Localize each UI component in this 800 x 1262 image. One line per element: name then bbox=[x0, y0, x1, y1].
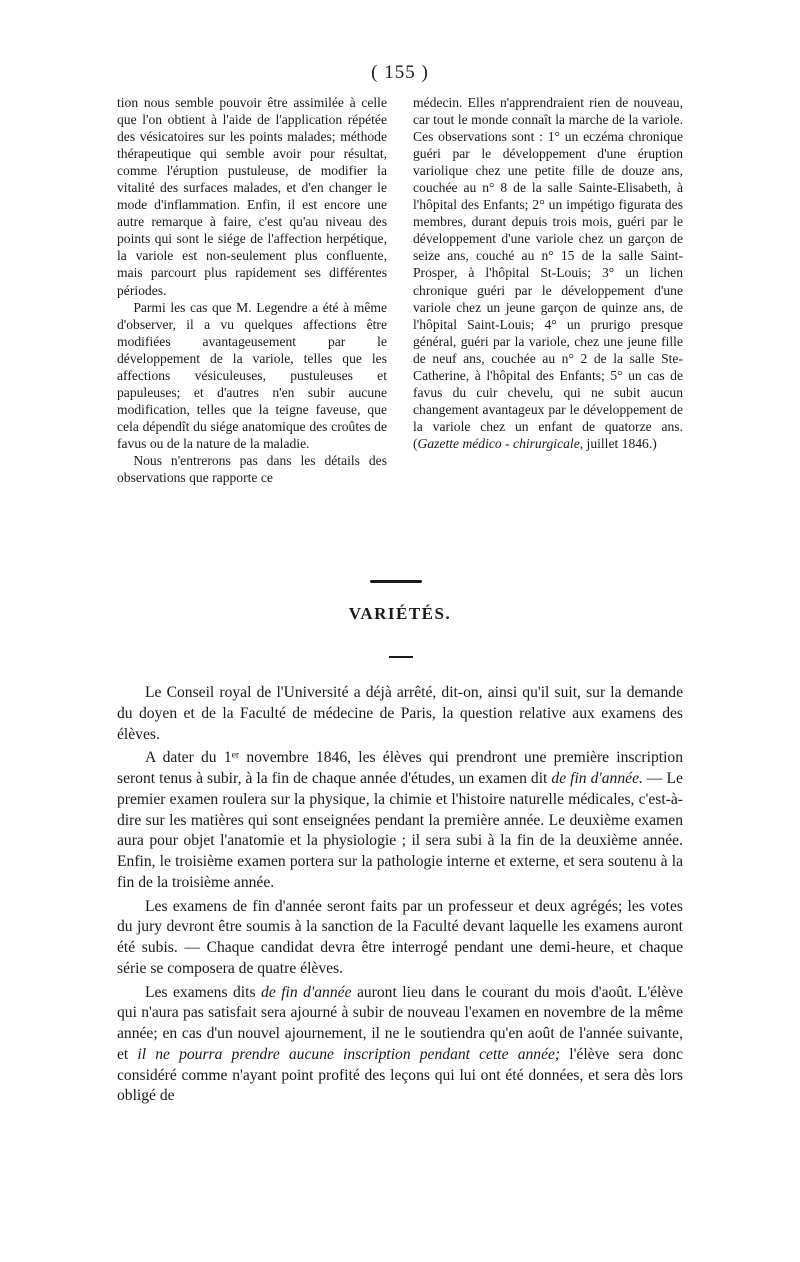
left-paragraph-2: Parmi les cas que M. Legendre a été à même d'observer, il a vu quelques affections être modifiées avantageusement par le développement de la variole, telles que les affections vésiculeuses, pustuleuses et papuleuses; et d'autres n'en subir aucune modification, telles que la teigne faveuse, que cela dépendît du siége anatomique des croûtes de favus ou de la nature de la maladie. bbox=[117, 299, 387, 451]
body-paragraph-2 bbox=[117, 748, 683, 893]
text-run: novembre 1846, les élèves qui prendront une première inscription seront tenus à subir, à la fin de chaque année d'études, un examen dit bbox=[117, 749, 684, 787]
italic-term: de fin d'année. bbox=[551, 770, 643, 787]
two-column-section bbox=[117, 94, 683, 486]
body-paragraph-4 bbox=[117, 983, 683, 1108]
text-run: — Le premier examen roulera sur la physique, la chimie et l'histoire naturelle médicales, c'est-à-dire sur les matières qui sont enseignées pendant la première année. Le deuxième examen aura pour objet l'anatomie et la physiologie ; il sera subi à la fin de la deuxième année. Enfin, le troisième examen portera sur la pathologie interne et externe, et sera soutenu à la fin de la troisième année. bbox=[117, 770, 683, 891]
text-run: l'élève sera donc considéré comme n'ayant point profité des leçons qui lui ont été données, et sera dès lors obligé de bbox=[117, 1045, 684, 1105]
page-number: ( 155 ) bbox=[371, 62, 429, 83]
text-run: Les examens dits bbox=[145, 983, 262, 1001]
right-column bbox=[413, 94, 683, 486]
right-paragraph-1 bbox=[413, 94, 683, 452]
body-paragraph-3: Les examens de fin d'année seront faits par un professeur et deux agrégés; les votes du jury devront être soumis à la sanction de la Faculté devant laquelle les examens auront été subis. — Chaque candidat devra être interrogé pendant une demi-heure, et chaque série se composera de quatre élèves. bbox=[117, 897, 683, 977]
superscript: er bbox=[231, 749, 240, 761]
italic-term: de fin d'année bbox=[261, 983, 352, 1001]
text-run: A dater du 1 bbox=[145, 749, 232, 767]
left-column bbox=[117, 94, 387, 486]
left-paragraph-3: Nous n'entrerons pas dans les détails des observations que rapporte ce bbox=[117, 452, 387, 486]
left-paragraph-1: tion nous semble pouvoir être assimilée à celle que l'on obtient à l'aide de l'application répétée des vésicatoires sur les points malades; méthode thérapeutique qui semble avoir pour résultat, comme l'éruption pustuleuse, de modifier la vitalité des surfaces malades, et d'en changer le mode d'inflammation. Enfin, il est encore une autre remarque à faire, c'est qu'au niveau des points qui sont le siége de l'affection herpétique, la variole est non-seulement plus confluente, mais parcourt plus rapidement ses différentes périodes. bbox=[117, 95, 387, 298]
text-run: auront lieu dans le courant du mois d'août. L'élève qui n'aura pas satisfait sera ajourné à subir de nouveau l'examen en novembre de la même année; en cas d'un nouvel ajournement, il ne le soutiendra qu'en août de l'année suivante, et bbox=[117, 983, 684, 1063]
body-text bbox=[117, 683, 683, 1110]
journal-citation: Gazette médico - chirurgicale, bbox=[417, 435, 584, 451]
ornamental-separator bbox=[370, 580, 422, 583]
title-rule bbox=[389, 656, 413, 658]
italic-phrase: il ne pourra prendre aucune inscription pendant cette année; bbox=[137, 1045, 561, 1063]
body-paragraph-1: Le Conseil royal de l'Université a déjà arrêté, dit-on, ainsi qu'il suit, sur la demande du doyen et de la Faculté de médecine de Paris, la question relative aux examens des élèves. bbox=[117, 684, 683, 743]
section-title: VARIÉTÉS. bbox=[348, 604, 452, 623]
citation-date: juillet 1846.) bbox=[583, 435, 657, 451]
right-paragraph-text: médecin. Elles n'apprendraient rien de nouveau, car tout le monde connaît la marche de la variole. Ces observations sont : 1° un eczéma chronique guéri par le développement d'une éruption variolique chez une petite fille de douze ans, couchée au n° 8 de la salle Sainte-Elisabeth, à l'hôpital des Enfants; 2° un impétigo figurata des membres, durant depuis trois mois, guéri par le développement d'une variole chez un garçon de seize ans, couché au n° 15 de la salle Saint-Prosper, à l'hôpital St-Louis; 3° un lichen chronique guéri par le développement d'une variole chez un jeune garçon de quinze ans, de l'hôpital Saint-Louis; 4° un prurigo presque général, guéri par la variole, chez une jeune fille de neuf ans, couchée au n° 2 de la salle Ste-Catherine, à l'hôpital des Enfants; 5° un cas de favus du cuir chevelu, qui ne subit aucun changement avantageux par le développement de la variole chez un enfant de quatorze ans. ( bbox=[413, 95, 683, 451]
